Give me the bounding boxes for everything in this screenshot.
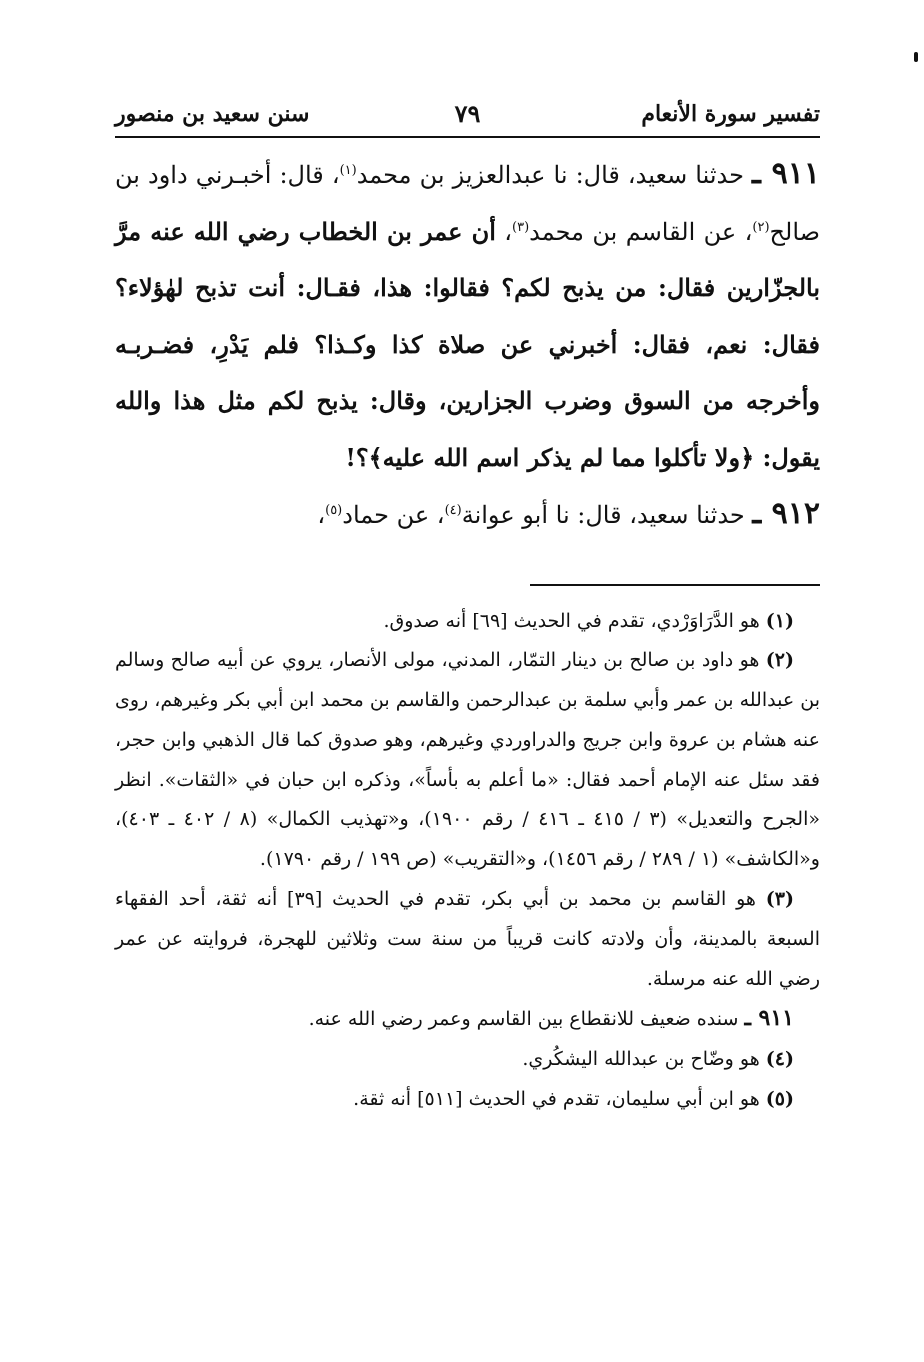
footnote-text: هو القاسم بن محمد بن أبي بكر، تقدم في الحديث [٣٩] أنه ثقة، أحد الفقهاء السبعة بالمدينة، وأن ولادته كانت قريباً من سنة ست وثلاثين للهجرة، فروايته عن عمر رضي الله عنه مرسلة.: [115, 888, 820, 990]
footnote-4: [115, 1040, 820, 1080]
hadith-matn: أن عمر بن الخطاب رضي الله عنه مرَّ بالجزّارين فقال: من يذبح لكم؟ فقالوا: هذا، فقـال: أنت تذبح لهٰؤلاء؟ فقال: نعم، فقال: أخبرني عن صلاة كذا وكـذا؟ فلم يَدْرِ، فضـربـه وأخرجه من السوق وضرب الجزارين، وقال: يذبح لكم مثل هذا والله يقول: ﴿ولا تأكلوا مما لم يذكر اسم الله عليه﴾؟!: [115, 216, 820, 472]
footnote-text: هو داود بن صالح بن دينار التمّار، المدني، مولى الأنصار، يروي عن أبيه صالح وسالم بن عبدالله بن عمر وأبي سلمة بن عبدالرحمن والقاسم بن محمد ابن أبي بكر وغيرهم، روى عنه هشام بن عروة وابن جريج والدراوردي وغيرهم، وهو صدوق كما قال الذهبي وابن حجر، فقد سئل عنه الإمام أحمد فقال: «ما أعلم به بأساً»، وذكره ابن حبان في «الثقات». انظر «الجرح والتعديل» (٣ / ٤١٥ ـ ٤١٦ / رقم ١٩٠٠)، و«تهذيب الكمال» (٨ / ٤٠٢ ـ ٤٠٣)، و«الكاشف» (١ / ٢٨٩ / رقم ١٤٥٦)، و«التقريب» (ص ١٩٩ / رقم ١٧٩٠).: [115, 649, 820, 871]
hadith-911: [115, 146, 820, 486]
footnote-hadith-number: ٩١١ ـ: [744, 1005, 794, 1032]
footnote-marker: (١): [339, 163, 357, 178]
hadith-text: ، عن القاسم بن محمد: [529, 217, 753, 246]
footnote-divider: [530, 584, 820, 586]
footnotes-section: [115, 602, 820, 1120]
chapter-title: تفسير سورة الأنعام: [641, 101, 820, 127]
footnote-marker: (٢): [752, 219, 770, 235]
footnote-2: [115, 641, 820, 880]
footnote-text: هو ابن أبي سليمان، تقدم في الحديث [٥١١] أنه ثقة.: [353, 1088, 760, 1111]
hadith-912: [115, 486, 820, 544]
hadith-text: حدثنا سعيد، قال: نا أبو عوانة: [461, 501, 745, 529]
footnote-label: (٣): [765, 888, 794, 911]
footnote-text: هو وضّاح بن عبدالله اليشكُري.: [522, 1048, 760, 1071]
footnote-text: سنده ضعيف للانقطاع بين القاسم وعمر رضي الله عنه.: [308, 1008, 739, 1031]
page-number: ٧٩: [454, 99, 481, 128]
page-edge-mark: [914, 52, 918, 62]
footnote-text: هو الدَّرَاوَرْدي، تقدم في الحديث [٦٩] أنه صدوق.: [383, 609, 760, 632]
footnote-label: (٢): [765, 649, 794, 672]
hadith-text: حدثنا سعيد، قال: نا عبدالعزيز بن محمد: [356, 161, 744, 189]
hadith-text: ، قال: أخبـرني داود بن صالح: [115, 161, 821, 246]
footnote-911: [115, 999, 820, 1040]
footnote-label: (١): [765, 609, 794, 632]
footnote-3: [115, 880, 820, 999]
main-text: [115, 146, 820, 544]
hadith-number: ٩١٢ ـ: [752, 496, 820, 531]
footnote-1: [115, 602, 820, 642]
footnote-marker: (٥): [325, 503, 343, 518]
hadith-text: ، عن حماد: [342, 501, 445, 529]
hadith-text: ،: [317, 501, 326, 529]
document-page: [115, 92, 820, 1292]
footnote-marker: (٣): [512, 219, 530, 235]
book-title: سنن سعيد بن منصور: [115, 101, 310, 127]
footnote-5: [115, 1080, 820, 1120]
footnote-label: (٥): [765, 1088, 794, 1111]
hadith-number: ٩١١ ـ: [752, 156, 821, 191]
hadith-text: ،: [495, 217, 513, 246]
footnote-marker: (٤): [444, 503, 462, 518]
running-header: [115, 92, 820, 138]
footnote-label: (٤): [765, 1048, 794, 1071]
